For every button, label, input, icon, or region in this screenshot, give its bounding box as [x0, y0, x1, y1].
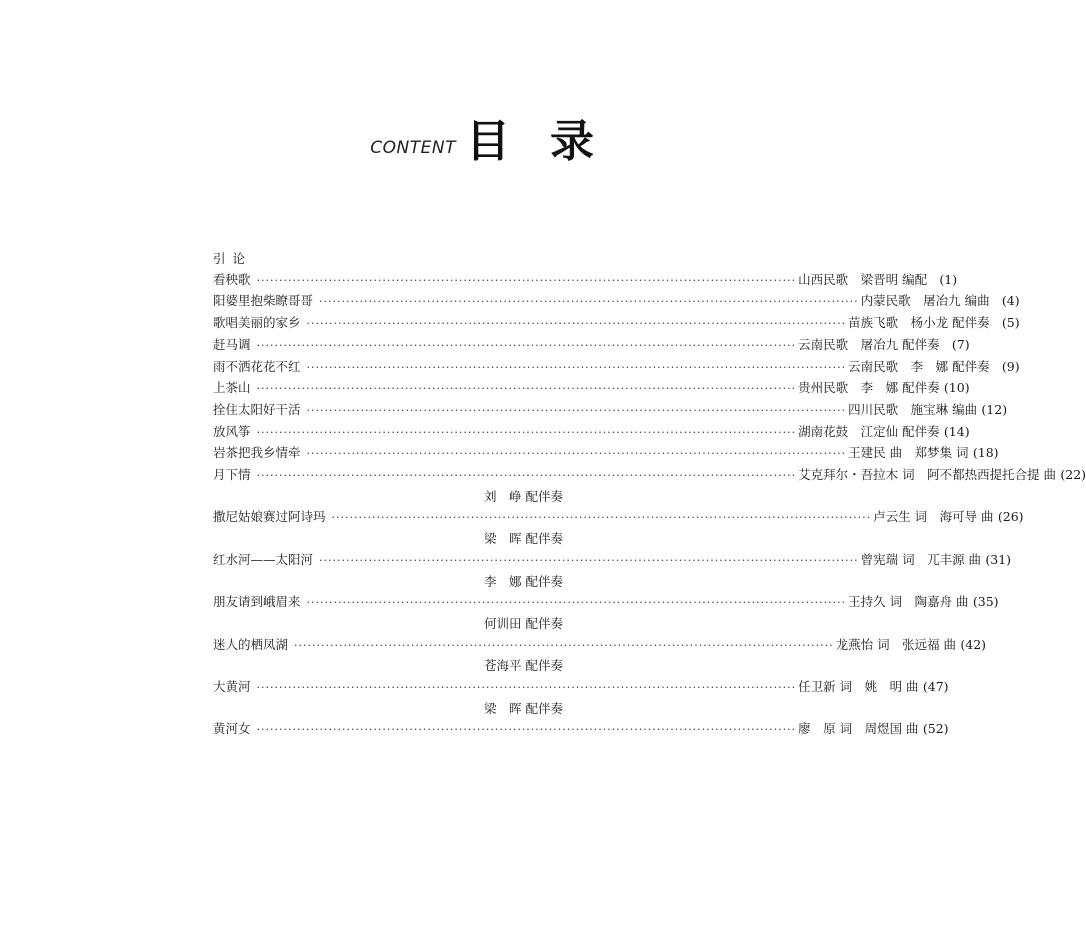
dot-leader: ························································································································	[256, 681, 797, 695]
entry-credit: 卢云生 词 海可导 曲	[873, 509, 994, 525]
dot-leader: ························································································································	[306, 360, 847, 374]
toc-entry-continuation	[213, 656, 593, 677]
entry-title: 阳婆里抱柴瞭哥哥	[213, 293, 314, 309]
toc-intro[interactable]: 引论	[213, 251, 253, 266]
entry-page-number: (35)	[972, 594, 999, 610]
dot-leader: ························································································································	[306, 403, 847, 417]
entry-title: 红水河——太阳河	[213, 551, 314, 567]
entry-page-number: (5)	[1001, 315, 1020, 331]
toc-entry[interactable]	[213, 719, 949, 741]
dot-leader: ························································································································	[306, 596, 847, 610]
dot-leader: ························································································································	[306, 317, 847, 331]
entry-title: 拴住太阳好干活	[213, 401, 301, 417]
entry-arranger: 刘 峥 配伴奏	[484, 488, 563, 504]
entry-title: 上茶山	[213, 380, 251, 396]
entry-page-number: (47)	[922, 679, 949, 695]
dot-leader: ························································································································	[256, 723, 797, 737]
entry-title: 雨不洒花花不红	[213, 358, 301, 374]
entry-title: 月下情	[213, 467, 251, 483]
heading-chinese: 目录	[466, 116, 634, 167]
dot-leader: ························································································································	[256, 273, 797, 287]
entry-credit: 王持久 词 陶嘉舟 曲	[848, 594, 969, 610]
dot-leader: ························································································································	[256, 338, 797, 352]
entry-credit: 苗族飞歌 杨小龙 配伴奏	[848, 315, 990, 331]
entry-arranger: 梁 晖 配伴奏	[484, 531, 563, 547]
entry-arranger: 苍海平 配伴奏	[484, 658, 563, 674]
entry-credit: 云南民歌 李 娜 配伴奏	[848, 358, 990, 374]
entry-credit: 四川民歌 施宝琳 编曲	[848, 401, 978, 417]
toc-entry-continuation	[213, 699, 593, 720]
toc-entry[interactable]	[213, 465, 1086, 487]
entry-page-number: (12)	[981, 401, 1008, 417]
entry-credit: 王建民 曲 郑梦集 词	[848, 445, 969, 461]
entry-page-number: (7)	[951, 336, 970, 352]
entry-arranger: 李 娜 配伴奏	[484, 573, 563, 589]
entry-title: 迷人的栖凤湖	[213, 636, 289, 652]
entry-page-number: (10)	[943, 380, 970, 396]
entry-page-number: (31)	[985, 551, 1012, 567]
table-of-contents	[213, 249, 1086, 741]
dot-leader: ························································································································	[319, 295, 859, 309]
entry-page-number: (14)	[943, 423, 970, 439]
entry-credit: 廖 原 词 周煜国 曲	[798, 721, 919, 737]
entry-credit: 山西民歌 梁晋明 编配	[798, 271, 928, 287]
entry-credit: 龙燕怡 词 张远福 曲	[835, 636, 957, 652]
toc-entry[interactable]	[213, 635, 987, 657]
toc-entry-continuation	[213, 614, 593, 635]
entry-page-number: (26)	[997, 509, 1024, 525]
heading-english: CONTENT	[370, 138, 456, 158]
toc-entry-continuation	[213, 487, 593, 508]
dot-leader: ························································································································	[256, 469, 797, 483]
entry-credit: 艾克拜尔・吾拉木 词 阿不都热西提托合提 曲	[798, 467, 1057, 483]
entry-credit: 内蒙民歌 屠冶九 编曲	[860, 293, 990, 309]
entry-title: 放风筝	[213, 423, 251, 439]
entry-title: 歌唱美丽的家乡	[213, 315, 301, 331]
entry-page-number: (4)	[1001, 293, 1020, 309]
entry-page-number: (52)	[922, 721, 949, 737]
entry-title: 大黄河	[213, 679, 251, 695]
entry-title: 岩茶把我乡情牵	[213, 445, 301, 461]
dot-leader: ························································································································	[294, 638, 834, 652]
entry-page-number: (18)	[972, 445, 999, 461]
toc-entry[interactable]	[213, 313, 1020, 335]
toc-entry[interactable]	[213, 592, 999, 614]
toc-entry[interactable]	[213, 291, 1020, 313]
dot-leader: ························································································································	[306, 447, 847, 461]
entry-page-number: (22)	[1060, 467, 1086, 483]
entry-credit: 贵州民歌 李 娜 配伴奏	[798, 380, 940, 396]
entry-title: 看秧歌	[213, 271, 251, 287]
dot-leader: ························································································································	[256, 425, 797, 439]
toc-entry[interactable]	[213, 270, 958, 292]
toc-heading	[370, 116, 634, 167]
toc-entry-continuation	[213, 572, 593, 593]
dot-leader: ························································································································	[331, 511, 872, 525]
entry-arranger: 何训田 配伴奏	[484, 615, 563, 631]
toc-entry[interactable]	[213, 443, 999, 465]
toc-entry-continuation	[213, 529, 593, 550]
entry-page-number: (1)	[939, 271, 958, 287]
toc-entry[interactable]	[213, 677, 949, 699]
toc-entry[interactable]	[213, 378, 970, 400]
toc-entry[interactable]	[213, 422, 970, 444]
toc-entry[interactable]	[213, 400, 1008, 422]
dot-leader: ························································································································	[319, 553, 859, 567]
entry-title: 朋友请到峨眉来	[213, 594, 301, 610]
entry-title: 撒尼姑娘赛过阿诗玛	[213, 509, 326, 525]
entry-credit: 曾宪瑞 词 兀丰源 曲	[860, 551, 982, 567]
dot-leader: ························································································································	[256, 382, 797, 396]
entry-page-number: (42)	[960, 636, 987, 652]
entry-title: 赶马调	[213, 336, 251, 352]
toc-entry[interactable]	[213, 357, 1020, 379]
entry-credit: 湖南花鼓 江定仙 配伴奏	[798, 423, 940, 439]
toc-entry[interactable]	[213, 550, 1012, 572]
entry-title: 黄河女	[213, 721, 251, 737]
toc-entry[interactable]	[213, 507, 1024, 529]
toc-entry[interactable]	[213, 335, 970, 357]
entry-credit: 云南民歌 屠冶九 配伴奏	[798, 336, 940, 352]
entry-page-number: (9)	[1001, 358, 1020, 374]
entry-credit: 任卫新 词 姚 明 曲	[798, 679, 919, 695]
entry-arranger: 梁 晖 配伴奏	[484, 700, 563, 716]
